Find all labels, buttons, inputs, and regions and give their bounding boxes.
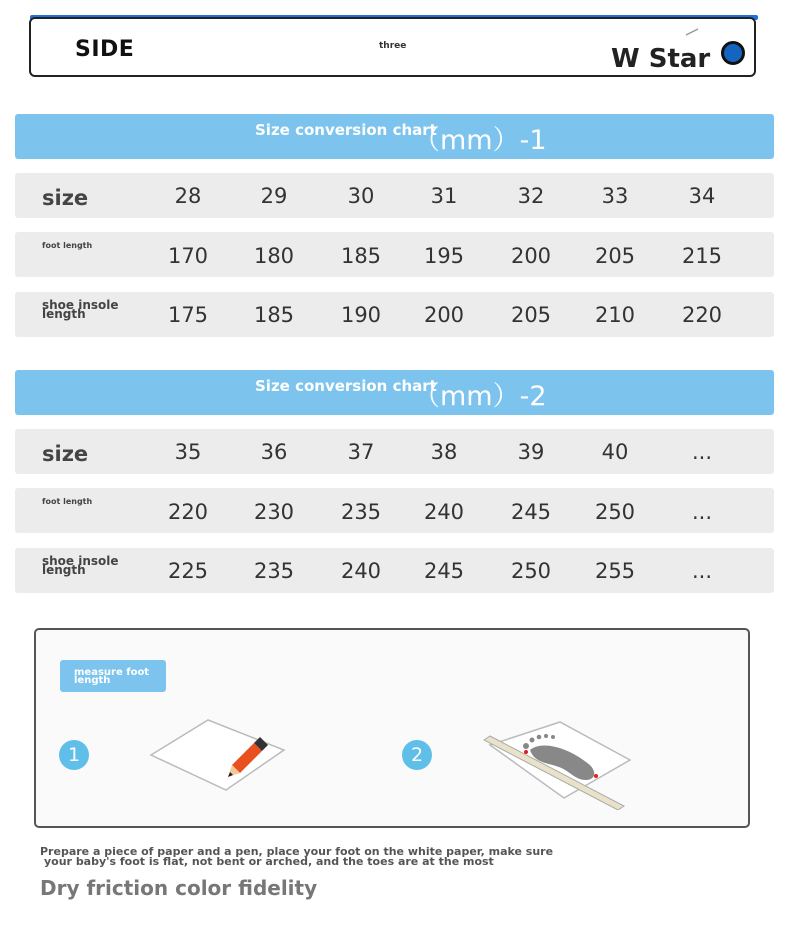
chart-2-foot-length-row <box>15 488 774 533</box>
foot-length-cell: 220 <box>167 500 209 524</box>
foot-length-cell: 235 <box>340 500 382 524</box>
insole-length-cell: 255 <box>594 559 636 583</box>
chart-2-title: Size conversion chart <box>255 377 437 395</box>
paper-and-pen-icon <box>146 715 286 795</box>
feather-icon <box>685 28 699 36</box>
size-cell: 29 <box>260 184 288 208</box>
size-cell: 30 <box>347 184 375 208</box>
size-cell: 37 <box>347 440 375 464</box>
chart-1-unit: （mm）-1 <box>413 125 547 156</box>
row-label: shoe insole length <box>42 298 119 321</box>
size-cell: 31 <box>430 184 458 208</box>
insole-length-cell: 220 <box>681 303 723 327</box>
chart-1-size-row <box>15 173 774 218</box>
row-label: size <box>42 186 89 210</box>
size-cell: 36 <box>260 440 288 464</box>
brand-left-text: SIDE <box>75 37 135 62</box>
size-cell: 38 <box>430 440 458 464</box>
foot-length-cell: 250 <box>594 500 636 524</box>
brand-mid-text: three <box>379 41 407 51</box>
insole-length-cell: 235 <box>253 559 295 583</box>
size-cell: 33 <box>601 184 629 208</box>
insole-length-cell: 185 <box>253 303 295 327</box>
insole-length-cell: 200 <box>423 303 465 327</box>
foot-length-cell: 200 <box>510 244 552 268</box>
foot-length-cell: 180 <box>253 244 295 268</box>
brand-right-text: W Star <box>611 44 711 74</box>
chart-2-size-row <box>15 429 774 474</box>
insole-length-cell: 190 <box>340 303 382 327</box>
footer-caption: Dry friction color fidelity <box>40 876 318 900</box>
size-cell: 39 <box>517 440 545 464</box>
chart-1-banner <box>15 114 774 159</box>
foot-length-cell: 240 <box>423 500 465 524</box>
size-cell: 34 <box>688 184 716 208</box>
insole-length-cell: 240 <box>340 559 382 583</box>
insole-length-cell: 175 <box>167 303 209 327</box>
chart-2-unit: （mm）-2 <box>413 381 547 412</box>
size-cell: 32 <box>517 184 545 208</box>
size-cell: 40 <box>601 440 629 464</box>
row-label: foot length <box>42 241 93 250</box>
row-label: size <box>42 442 89 466</box>
foot-length-cell: 245 <box>510 500 552 524</box>
step-1-badge: 1 <box>59 740 89 770</box>
caption-line-1: Prepare a piece of paper and a pen, place your foot on the white paper, make sure <box>40 845 554 858</box>
foot-length-cell: ... <box>691 500 713 524</box>
measure-instructions-panel <box>34 628 750 828</box>
size-cell: 35 <box>174 440 202 464</box>
foot-length-cell: 205 <box>594 244 636 268</box>
step-2-badge: 2 <box>402 740 432 770</box>
caption-line-2: your baby's foot is flat, not bent or arched, and the toes are at the most <box>44 855 494 868</box>
insole-length-cell: 250 <box>510 559 552 583</box>
foot-length-cell: 195 <box>423 244 465 268</box>
foot-length-cell: 170 <box>167 244 209 268</box>
insole-length-cell: 225 <box>167 559 209 583</box>
chart-1-foot-length-row <box>15 232 774 277</box>
row-label: foot length <box>42 497 93 506</box>
chart-2-insole-length-row <box>15 548 774 593</box>
size-cell: 28 <box>174 184 202 208</box>
foot-on-paper-icon <box>482 710 632 810</box>
instructions-caption <box>40 847 553 867</box>
chart-2-banner <box>15 370 774 415</box>
size-cell: ... <box>691 440 713 464</box>
brand-logo-icon <box>721 41 745 65</box>
row-label: shoe insole length <box>42 554 119 577</box>
insole-length-cell: 245 <box>423 559 465 583</box>
insole-length-cell: 210 <box>594 303 636 327</box>
chart-1-insole-length-row <box>15 292 774 337</box>
foot-length-cell: 230 <box>253 500 295 524</box>
insole-length-cell: ... <box>691 559 713 583</box>
measure-foot-length-label: measure foot length <box>60 660 166 692</box>
foot-length-cell: 215 <box>681 244 723 268</box>
insole-length-cell: 205 <box>510 303 552 327</box>
chart-1-title: Size conversion chart <box>255 121 437 139</box>
foot-length-cell: 185 <box>340 244 382 268</box>
brand-header <box>29 17 756 77</box>
